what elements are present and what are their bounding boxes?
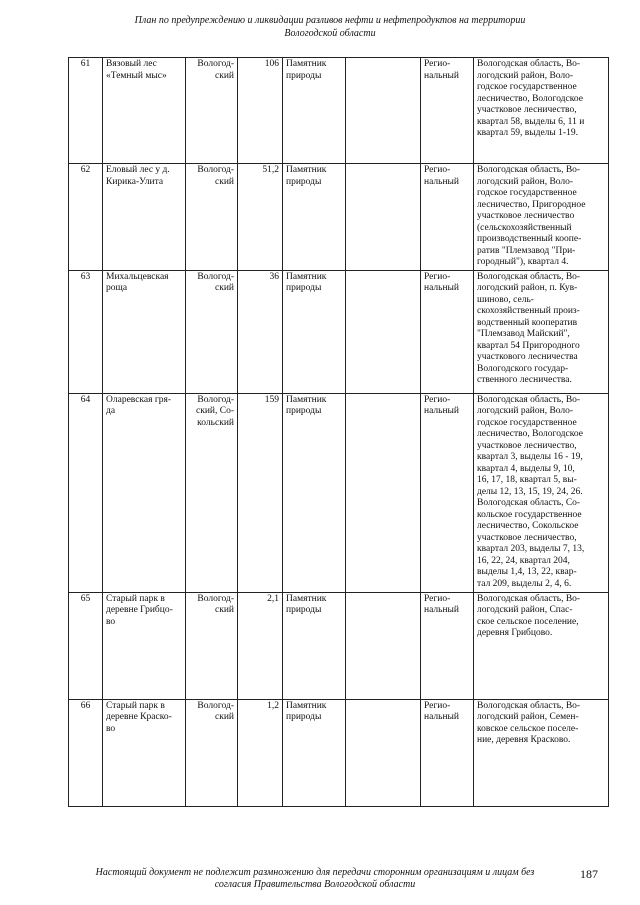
cell-blank <box>346 58 421 164</box>
cell-location-line: шиново, сель- <box>477 294 534 305</box>
cell-location-line: логодский район, Спас- <box>477 605 573 615</box>
cell-location-line: Вологодская область, Во- <box>477 593 581 604</box>
cell-location-line: логодский район, Воло- <box>477 406 574 416</box>
cell-name <box>103 58 186 164</box>
cell-category <box>283 58 346 164</box>
cell-location-line: годское государственное <box>477 417 577 428</box>
cell-location-line: кольское государственное <box>477 509 582 520</box>
cell-district <box>186 592 238 699</box>
cell-location-line: деревня Грибцово. <box>477 628 553 638</box>
cell-location-line: квартал 3, выделы 16 - 19, <box>477 452 583 462</box>
cell-district-line: ский <box>215 712 234 722</box>
cell-location-line: Вологодская область, Во- <box>477 165 581 175</box>
cell-name-line: Вязовый лес <box>106 59 157 69</box>
cell-category-line: Памятник <box>286 271 327 282</box>
cell-location-line: логодский район, Семен- <box>477 712 579 722</box>
cell-category-line: Памятник <box>286 165 327 175</box>
cell-number: 66 <box>69 699 103 806</box>
cell-significance-line: нальный <box>424 712 460 722</box>
cell-category <box>283 699 346 806</box>
cell-location <box>474 592 609 699</box>
cell-district-line: Вологод- <box>197 165 234 175</box>
cell-name-line: Еловый лес у д. <box>106 165 170 175</box>
cell-location-line: лесничество, Сокольское <box>477 521 579 531</box>
cell-location-line: 16, 22, 24, квартал 204, <box>477 555 570 566</box>
cell-category <box>283 270 346 393</box>
cell-district <box>186 699 238 806</box>
cell-location-line: участковое лесничество, <box>477 105 577 115</box>
cell-district-line: Вологод- <box>197 593 234 604</box>
cell-significance-line: Регио- <box>424 165 451 175</box>
cell-location-line: квартал 54 Пригородного <box>477 340 580 351</box>
cell-number: 63 <box>69 270 103 393</box>
cell-location-line: квартал 203, выделы 7, 13, <box>477 544 585 554</box>
cell-district <box>186 270 238 393</box>
cell-district <box>186 393 238 592</box>
cell-category <box>283 164 346 271</box>
cell-location-line: Вологодская область, Во- <box>477 700 581 711</box>
cell-significance-line: нальный <box>424 176 460 187</box>
cell-name-line: во <box>106 723 116 734</box>
cell-location-line: годское государственное <box>477 188 577 198</box>
footer-line-1: Настоящий документ не подлежит размножению для передачи сторонним организациям и лицам без <box>95 867 535 878</box>
cell-location-line: логодский район, Воло- <box>477 70 574 81</box>
cell-area: 159 <box>238 393 283 592</box>
cell-name-line: Старый парк в <box>106 700 165 711</box>
cell-significance-line: нальный <box>424 605 460 615</box>
protected-areas-table <box>68 57 609 807</box>
cell-location-line: Вологодская область, Со- <box>477 498 581 508</box>
cell-blank <box>346 270 421 393</box>
cell-area: 106 <box>238 58 283 164</box>
cell-location-line: ние, деревня Красково. <box>477 735 571 745</box>
table-row <box>69 592 609 699</box>
cell-name-line: во <box>106 616 116 627</box>
cell-name <box>103 699 186 806</box>
cell-district-line: кольский <box>197 417 234 428</box>
cell-location-line: (сельскохозяйственный <box>477 222 572 233</box>
cell-location-line: Вологодская область, Во- <box>477 271 581 282</box>
cell-location-line: логодский район, п. Кув- <box>477 283 578 293</box>
header-line-1: План по предупреждению и ликвидации разливов нефти и нефтепродуктов на территории <box>134 15 526 26</box>
cell-location-line: Вологодская область, Во- <box>477 59 581 69</box>
cell-location-line: квартал 4, выделы 9, 10, <box>477 463 575 474</box>
cell-significance-line: Регио- <box>424 394 451 405</box>
cell-category-line: природы <box>286 406 322 416</box>
cell-district-line: Вологод- <box>197 271 234 282</box>
cell-district-line: ский <box>215 176 234 187</box>
cell-category-line: природы <box>286 605 322 615</box>
cell-location-line: выделы 1,4, 13, 22, квар- <box>477 567 577 577</box>
cell-blank <box>346 699 421 806</box>
cell-name-line: «Темный мыс» <box>106 70 167 81</box>
table-row <box>69 699 609 806</box>
table-row <box>69 58 609 164</box>
cell-location-line: годское государственное <box>477 82 577 92</box>
cell-location-line: водственный кооператив <box>477 317 578 328</box>
cell-significance <box>421 592 474 699</box>
cell-blank <box>346 393 421 592</box>
cell-significance-line: нальный <box>424 283 460 293</box>
cell-significance-line: нальный <box>424 70 460 81</box>
cell-significance <box>421 164 474 271</box>
cell-significance-line: Регио- <box>424 271 451 282</box>
cell-location-line: 16, 17, 18, квартал 5, вы- <box>477 475 577 485</box>
cell-number: 64 <box>69 393 103 592</box>
cell-district <box>186 58 238 164</box>
table-row <box>69 164 609 271</box>
cell-significance <box>421 58 474 164</box>
cell-name <box>103 592 186 699</box>
cell-area: 51,2 <box>238 164 283 271</box>
cell-location-line: тал 209, выделы 2, 4, 6. <box>477 578 572 589</box>
cell-name <box>103 164 186 271</box>
cell-location <box>474 58 609 164</box>
cell-number: 62 <box>69 164 103 271</box>
cell-district <box>186 164 238 271</box>
cell-district-line: ский <box>215 70 234 81</box>
cell-blank <box>346 164 421 271</box>
header-line-2: Вологодской области <box>284 28 376 39</box>
page-header <box>60 14 600 40</box>
cell-location-line: ковское сельское поселе- <box>477 723 579 734</box>
cell-category-line: Памятник <box>286 59 327 69</box>
cell-category <box>283 393 346 592</box>
cell-district-line: ский <box>215 605 234 615</box>
cell-location-line: лесничество, Пригородное <box>477 199 586 210</box>
page-number: 187 <box>580 867 598 881</box>
cell-category-line: природы <box>286 70 322 81</box>
cell-significance <box>421 270 474 393</box>
cell-number: 61 <box>69 58 103 164</box>
cell-name-line: Кирика-Улита <box>106 176 164 187</box>
cell-area: 36 <box>238 270 283 393</box>
cell-location-line: участковое лесничество, <box>477 440 577 451</box>
cell-category-line: природы <box>286 712 322 722</box>
cell-location-line: логодский район, Воло- <box>477 176 574 187</box>
cell-district-line: Вологод- <box>197 394 234 405</box>
cell-name-line: Оларевская гря- <box>106 394 172 405</box>
cell-name <box>103 270 186 393</box>
cell-location-line: Вологодская область, Во- <box>477 394 581 405</box>
cell-area: 1,2 <box>238 699 283 806</box>
cell-district-line: ский, Со- <box>196 406 234 416</box>
cell-location-line: делы 12, 13, 15, 19, 24, 26. <box>477 486 583 497</box>
cell-district-line: ский <box>215 283 234 293</box>
cell-category-line: Памятник <box>286 593 327 604</box>
cell-location-line: участковое лесничество, <box>477 532 577 543</box>
cell-significance-line: Регио- <box>424 700 451 711</box>
table-row <box>69 270 609 393</box>
cell-location-line: "Племзавод Майский", <box>477 329 570 339</box>
cell-significance-line: Регио- <box>424 593 451 604</box>
cell-significance-line: Регио- <box>424 59 451 69</box>
cell-blank <box>346 592 421 699</box>
cell-significance-line: нальный <box>424 406 460 416</box>
cell-location-line: участкового лесничества <box>477 352 578 362</box>
table-row <box>69 393 609 592</box>
cell-location-line: квартал 59, выделы 1-19. <box>477 128 578 138</box>
cell-location <box>474 270 609 393</box>
cell-location-line: ское сельское поселение, <box>477 616 579 627</box>
cell-location-line: ратив "Племзавод "При- <box>477 245 576 256</box>
cell-location-line: городный"), квартал 4. <box>477 257 569 267</box>
cell-location <box>474 164 609 271</box>
cell-category-line: Памятник <box>286 700 327 711</box>
cell-category <box>283 592 346 699</box>
cell-number: 65 <box>69 592 103 699</box>
cell-location <box>474 699 609 806</box>
cell-location-line: производственный коопе- <box>477 234 582 244</box>
cell-significance <box>421 699 474 806</box>
cell-name-line: роща <box>106 283 128 293</box>
cell-significance <box>421 393 474 592</box>
cell-location-line: ственного лесничества. <box>477 375 572 385</box>
cell-district-line: Вологод- <box>197 59 234 69</box>
cell-category-line: природы <box>286 283 322 293</box>
cell-location-line: участковое лесничество <box>477 211 575 221</box>
cell-district-line: Вологод- <box>197 700 234 711</box>
cell-name-line: Старый парк в <box>106 593 165 604</box>
cell-name-line: да <box>106 406 116 416</box>
cell-location-line: скохозяйственный произ- <box>477 306 580 316</box>
cell-location-line: квартал 58, выделы 6, 11 и <box>477 116 585 127</box>
cell-location-line: лесничество, Вологодское <box>477 429 583 439</box>
cell-location-line: лесничество, Вологодское <box>477 93 583 104</box>
cell-location <box>474 393 609 592</box>
cell-name <box>103 393 186 592</box>
cell-name-line: Михальцевская <box>106 271 169 282</box>
cell-category-line: Памятник <box>286 394 327 405</box>
page-footer <box>70 867 560 891</box>
cell-category-line: природы <box>286 176 322 187</box>
cell-name-line: деревне Краско- <box>106 712 172 722</box>
footer-line-2: согласия Правительства Вологодской области <box>214 879 416 890</box>
cell-name-line: деревне Грибцо- <box>106 605 173 615</box>
cell-location-line: Вологодского государ- <box>477 363 569 374</box>
cell-area: 2,1 <box>238 592 283 699</box>
